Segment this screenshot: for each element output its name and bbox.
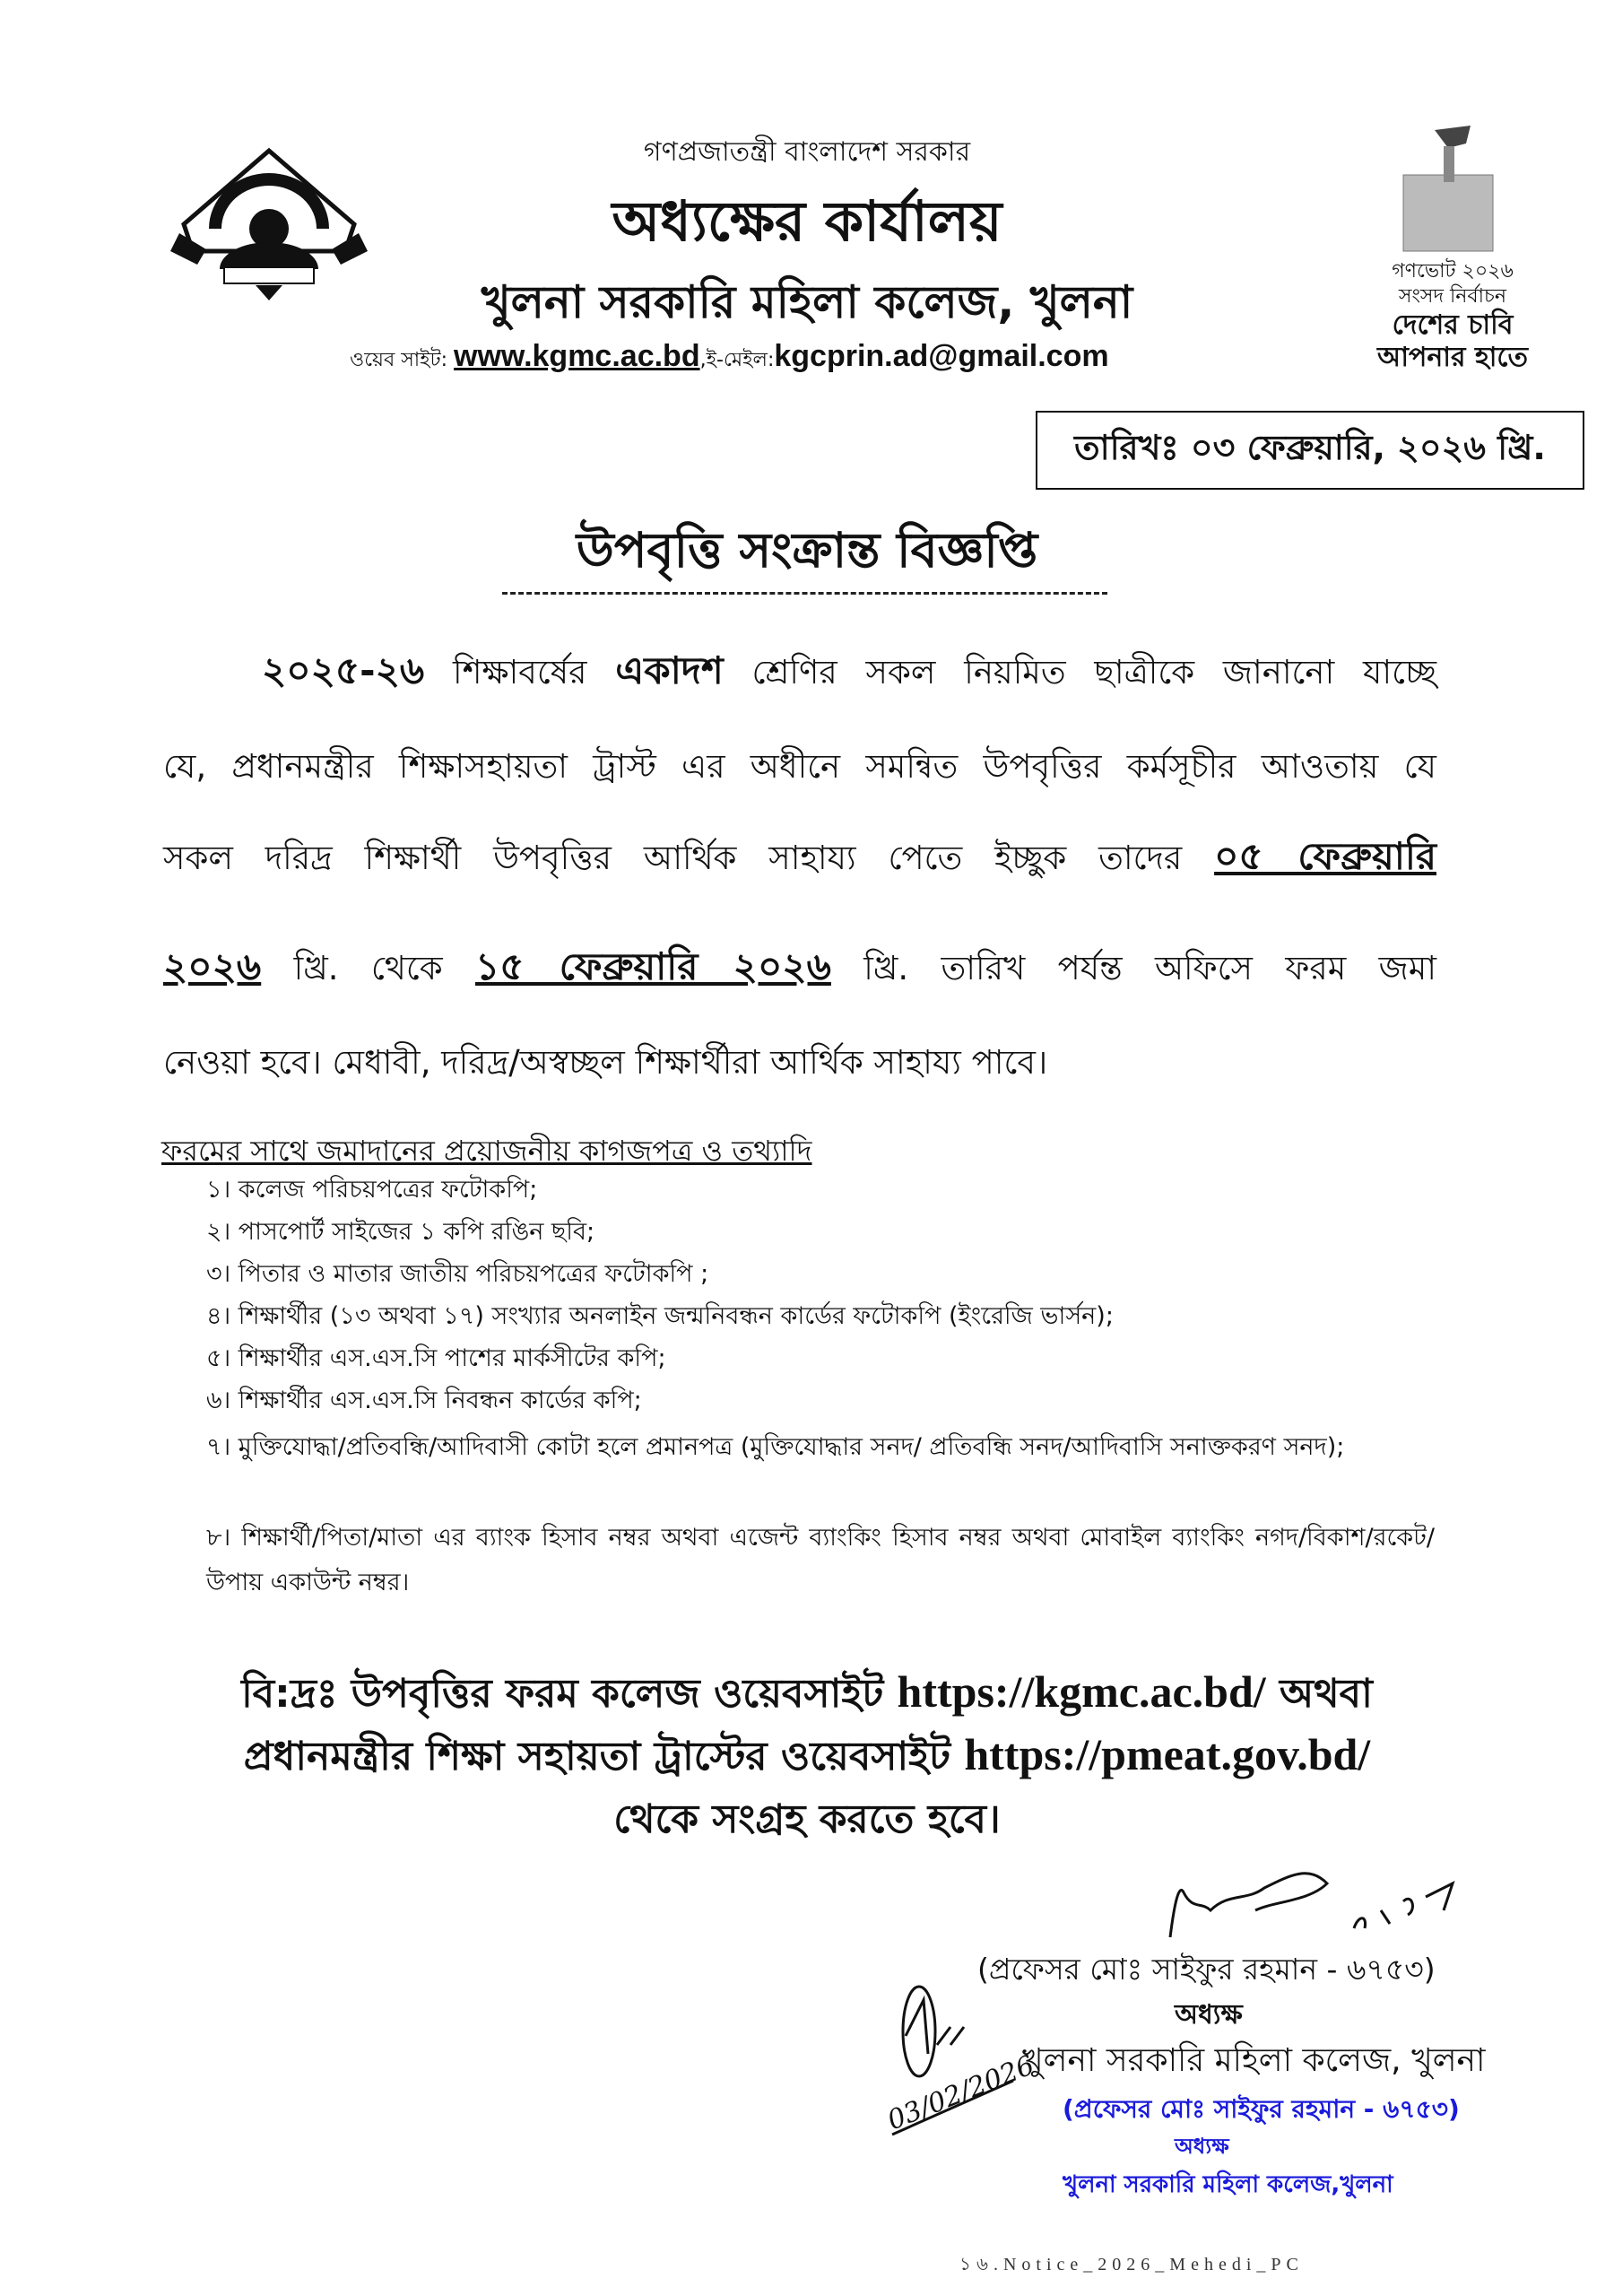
stamp-college: খুলনা সরকারি মহিলা কলেজ,খুলনা: [1063, 2171, 1393, 2198]
end-date: ১৫ ফেব্রুয়ারি ২০২৬: [475, 944, 831, 988]
email-link[interactable]: kgcprin.ad@gmail.com: [774, 339, 1109, 373]
stamp-name: (প্রফেসর মোঃ সাইফুর রহমান - ৬৭৫৩): [1063, 2094, 1460, 2124]
notice-date: তারিখঃ ০৩ ফেব্রুয়ারি, ২০২৬ খ্রি.: [1074, 428, 1546, 467]
documents-heading: ফরমের সাথে জমাদানের প্রয়োজনীয় কাগজপত্র ও তথ্যাদি: [161, 1134, 812, 1168]
stamp-designation: অধ্যক্ষ: [1175, 2134, 1229, 2159]
document-item: ৪। শিক্ষার্থীর (১৩ অথবা ১৭) সংখ্যার অনলাইন জন্মনিবন্ধন কার্ডের ফটোকপি (ইংরেজি ভার্সন);: [206, 1302, 1114, 1330]
text: খ্রি. থেকে: [293, 949, 443, 987]
file-reference: ১৬.Notice_2026_Mehedi_PC: [959, 2255, 1304, 2274]
badge-line-1: গণভোট ২০২৬: [1392, 260, 1514, 283]
start-year: ২০২৬: [163, 944, 262, 988]
college-url[interactable]: https://kgmc.ac.bd/: [897, 1666, 1266, 1717]
text: বি:দ্রঃ উপবৃত্তির ফরম কলেজ ওয়েবসাইট: [241, 1671, 884, 1717]
note-line-2: [0, 1726, 1614, 1792]
election-badge: [1354, 121, 1551, 374]
date-box: [1036, 411, 1584, 490]
initial-date: 03/02/2026: [883, 2049, 1039, 2137]
document-item: ৫। শিক্ষার্থীর এস.এস.সি পাশের মার্কসীটের কপি;: [206, 1344, 666, 1372]
note-line-1: [0, 1664, 1614, 1729]
document-item: ৭। মুক্তিযোদ্ধা/প্রতিবন্ধি/আদিবাসী কোটা হলে প্রমানপত্র (মুক্তিযোদ্ধার সনদ/ প্রতিবন্ধি সনদ/আদিবাসি সনাক্তকরণ সনদ);: [206, 1433, 1345, 1461]
text: অথবা: [1280, 1671, 1373, 1717]
badge-line-2: সংসদ নির্বাচন: [1398, 285, 1507, 308]
note-line-3: থেকে সংগ্রহ করতে হবে।: [613, 1796, 1001, 1842]
email-label: ,ই-মেইল:: [699, 349, 775, 371]
ballot-box-icon: [1354, 121, 1551, 256]
text: সকল দরিদ্র শিক্ষার্থী উপবৃত্তির আর্থিক সাহায্য পেতে ইচ্ছুক তাদের: [163, 839, 1183, 877]
document-item: ১। কলেজ পরিচয়পত্রের ফটোকপি;: [206, 1176, 538, 1204]
office-title: অধ্যক্ষের কার্যালয়: [612, 188, 1002, 254]
body-line-4: [163, 944, 1437, 988]
website-link[interactable]: www.kgmc.ac.bd: [454, 339, 700, 373]
document-item: ৮। শিক্ষার্থী/পিতা/মাতা এর ব্যাংক হিসাব নম্বর অথবা এজেন্ট ব্যাংকিং হিসাব নম্বর অথবা মোবাইল ব্যাংকিং নগদ/বিকাশ/রকেট/উপায় একাউন্ট নম্বর।: [206, 1524, 1435, 1596]
government-name: গণপ্রজাতন্ত্রী বাংলাদেশ সরকার: [643, 136, 971, 168]
text: শিক্ষাবর্ষের: [453, 653, 587, 691]
notice-title: উপবৃত্তি সংক্রান্ত বিজ্ঞপ্তি: [576, 522, 1038, 578]
body-line-5: নেওয়া হবে। মেধাবী, দরিদ্র/অস্বচ্ছল শিক্ষার্থীরা আর্থিক সাহায্য পাবে।: [163, 1043, 1048, 1082]
title-underline: [502, 592, 1107, 595]
principal-signature: [1157, 1848, 1515, 1950]
body-line-1: [163, 648, 1436, 692]
document-item: ৬। শিক্ষার্থীর এস.এস.সি নিবন্ধন কার্ডের কপি;: [206, 1387, 642, 1414]
body-line-2: যে, প্রধানমন্ত্রীর শিক্ষাসহায়তা ট্রাস্ট এর অধীনে সমন্বিত উপবৃত্তির কর্মসূচীর আওতায় যে: [163, 747, 1436, 786]
text: শ্রেণির সকল নিয়মিত ছাত্রীকে জানানো যাচ্ছে: [751, 653, 1436, 691]
body-line-3: [163, 834, 1437, 878]
signatory-designation: অধ্যক্ষ: [1175, 1999, 1243, 2031]
contact-line: [350, 339, 1109, 378]
document-item: ২। পাসপোর্ট সাইজের ১ কপি রঙিন ছবি;: [206, 1218, 595, 1246]
start-date: ০৫ ফেব্রুয়ারি: [1214, 834, 1437, 878]
signatory-name: (প্রফেসর মোঃ সাইফুর রহমান - ৬৭৫৩): [977, 1952, 1436, 1987]
college-name: খুলনা সরকারি মহিলা কলেজ, খুলনা: [481, 276, 1133, 328]
session-year: ২০২৫-২৬: [262, 648, 425, 692]
text: প্রধানমন্ত্রীর শিক্ষা সহায়তা ট্রাস্টের ওয়েবসাইট: [243, 1734, 951, 1779]
badge-line-3: দেশের চাবি: [1392, 309, 1514, 341]
signatory-college: খুলনা সরকারি মহিলা কলেজ, খুলনা: [1022, 2042, 1486, 2079]
trust-url[interactable]: https://pmeat.gov.bd/: [964, 1729, 1371, 1779]
website-label: ওয়েব সাইট:: [350, 349, 447, 371]
text: খ্রি. তারিখ পর্যন্ত অফিসে ফরম জমা: [863, 949, 1437, 987]
document-item: ৩। পিতার ও মাতার জাতীয় পরিচয়পত্রের ফটোকপি ;: [206, 1260, 709, 1288]
badge-line-4: আপনার হাতে: [1377, 342, 1528, 373]
class-name: একাদশ: [615, 648, 724, 692]
